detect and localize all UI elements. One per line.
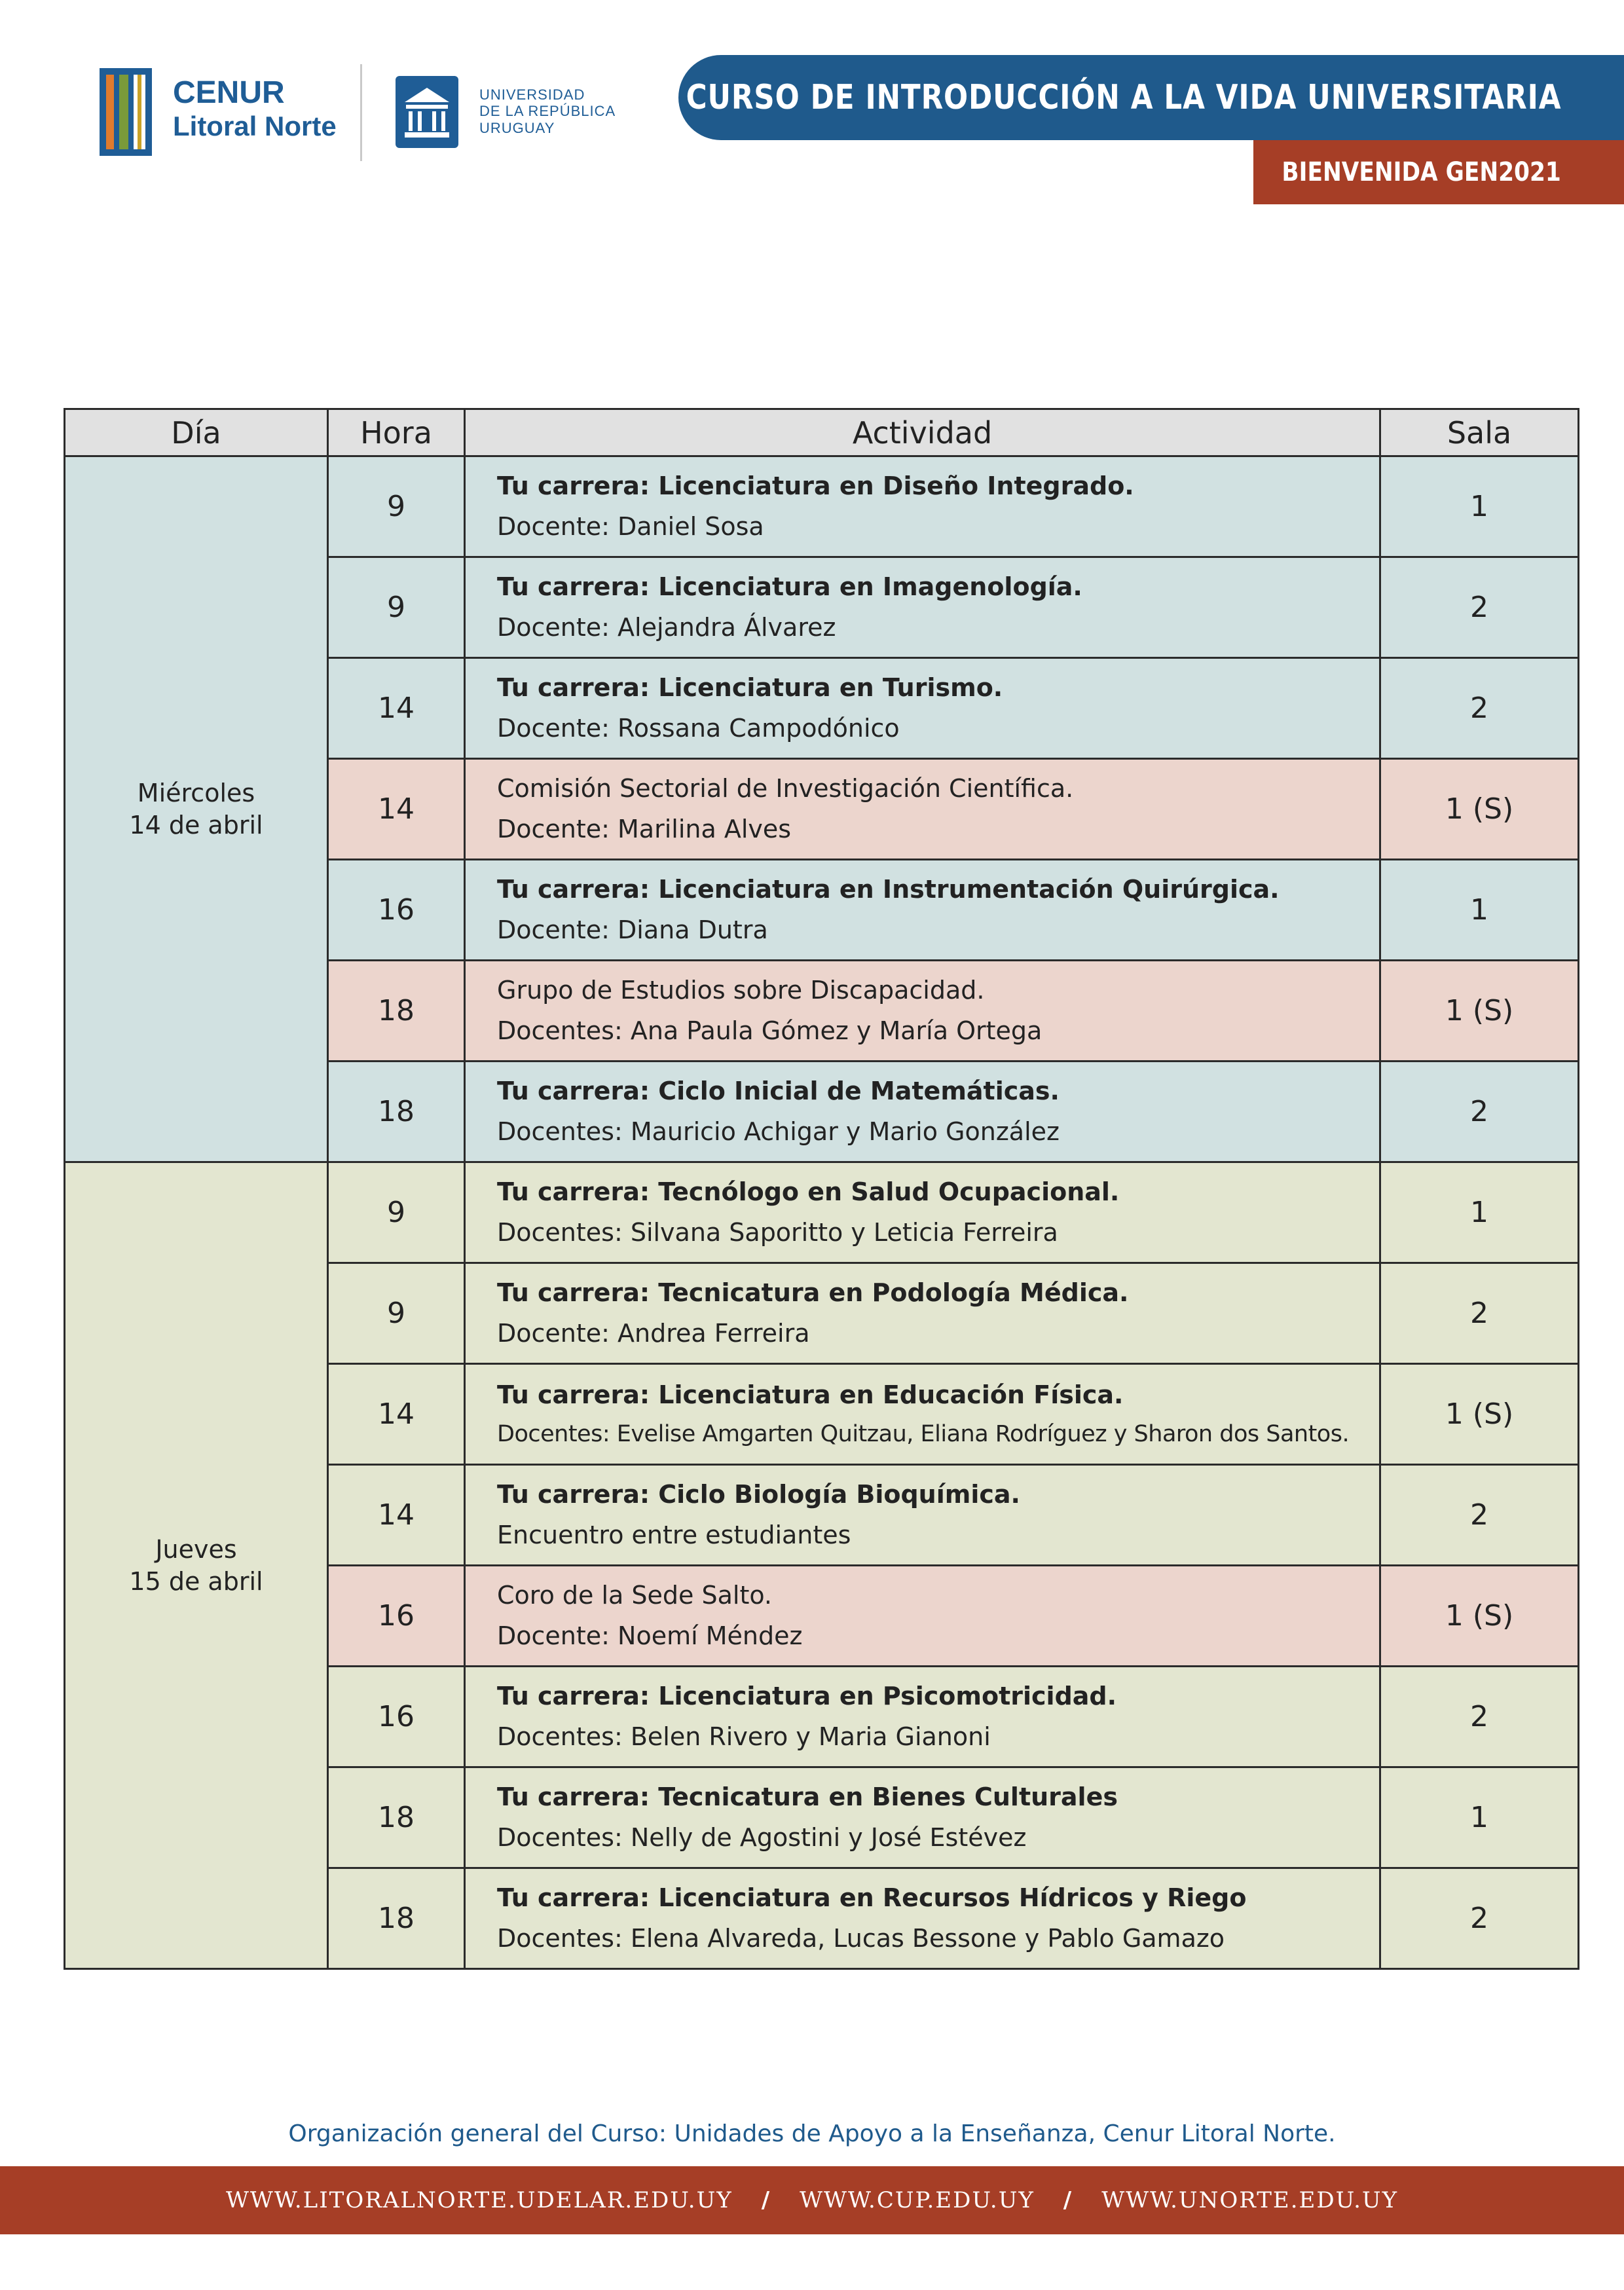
cenur-logo-icon bbox=[100, 68, 152, 156]
hora-cell: 9 bbox=[328, 1162, 465, 1263]
hora-cell: 14 bbox=[328, 658, 465, 759]
activity-docente: Docente: Diana Dutra bbox=[497, 915, 768, 944]
footer-link-litoralnorte[interactable]: WWW.LITORALNORTE.UDELAR.EDU.UY bbox=[225, 2187, 733, 2213]
hora-cell: 18 bbox=[328, 1868, 465, 1969]
activity-cell bbox=[465, 1868, 1380, 1969]
activity-title: Tu carrera: Ciclo Biología Bioquímica. bbox=[497, 1479, 1020, 1509]
udelar-wordmark bbox=[479, 86, 616, 136]
activity-title: Tu carrera: Licenciatura en Psicomotricidad. bbox=[497, 1681, 1117, 1710]
hora-cell: 9 bbox=[328, 1263, 465, 1364]
organization-note: Organización general del Curso: Unidades de Apoyo a la Enseñanza, Cenur Litoral Norte. bbox=[288, 2120, 1336, 2147]
cenur-title: CENUR bbox=[173, 75, 285, 110]
activity-docente: Docentes: Elena Alvareda, Lucas Bessone y Pablo Gamazo bbox=[497, 1923, 1225, 1953]
activity-title: Comisión Sectorial de Investigación Científica. bbox=[497, 773, 1074, 803]
activity-cell bbox=[465, 658, 1380, 759]
activity-docente: Encuentro entre estudiantes bbox=[497, 1520, 851, 1549]
footer-separator: / bbox=[761, 2187, 771, 2213]
activity-title: Tu carrera: Tecnicatura en Bienes Culturales bbox=[497, 1782, 1118, 1811]
footer-link-unorte[interactable]: WWW.UNORTE.EDU.UY bbox=[1101, 2187, 1399, 2213]
sala-cell: 1 bbox=[1380, 456, 1579, 557]
udelar-line-3: URUGUAY bbox=[479, 119, 555, 136]
footer-separator: / bbox=[1063, 2187, 1073, 2213]
activity-title: Tu carrera: Tecnólogo en Salud Ocupacional. bbox=[497, 1177, 1120, 1206]
sala-cell: 1 bbox=[1380, 1162, 1579, 1263]
activity-docente: Docente: Alejandra Álvarez bbox=[497, 612, 836, 642]
day-cell-jueves bbox=[65, 1162, 328, 1969]
column-header-sala: Sala bbox=[1380, 409, 1579, 456]
activity-docente: Docentes: Nelly de Agostini y José Estévez bbox=[497, 1822, 1027, 1852]
hora-cell: 14 bbox=[328, 1364, 465, 1465]
activity-docente: Docentes: Belen Rivero y Maria Gianoni bbox=[497, 1722, 991, 1751]
activity-cell bbox=[465, 1667, 1380, 1767]
cenur-subtitle: Litoral Norte bbox=[173, 111, 337, 141]
activity-title: Tu carrera: Ciclo Inicial de Matemáticas. bbox=[497, 1076, 1060, 1105]
sala-cell: 1 (S) bbox=[1380, 759, 1579, 860]
activity-title: Grupo de Estudios sobre Discapacidad. bbox=[497, 975, 985, 1005]
activity-title: Tu carrera: Tecnicatura en Podología Médica. bbox=[497, 1278, 1129, 1307]
footer-link-cup[interactable]: WWW.CUP.EDU.UY bbox=[800, 2187, 1035, 2213]
day-name: Jueves bbox=[155, 1534, 237, 1564]
sala-cell: 2 bbox=[1380, 1062, 1579, 1162]
sala-cell: 1 (S) bbox=[1380, 961, 1579, 1062]
sala-cell: 2 bbox=[1380, 1465, 1579, 1566]
table-row bbox=[65, 456, 1579, 557]
activity-title: Tu carrera: Licenciatura en Diseño Integrado. bbox=[497, 471, 1134, 500]
sala-cell: 2 bbox=[1380, 1263, 1579, 1364]
sala-cell: 1 (S) bbox=[1380, 1364, 1579, 1465]
udelar-crest-icon bbox=[396, 76, 458, 148]
table-row bbox=[65, 1162, 1579, 1263]
activity-cell bbox=[465, 1062, 1380, 1162]
activity-cell bbox=[465, 456, 1380, 557]
footer-bar bbox=[0, 2166, 1624, 2234]
hora-cell: 18 bbox=[328, 961, 465, 1062]
sala-cell: 1 (S) bbox=[1380, 1566, 1579, 1667]
activity-title: Tu carrera: Licenciatura en Imagenología. bbox=[497, 572, 1082, 601]
course-title: CURSO DE INTRODUCCIÓN A LA VIDA UNIVERSITARIA bbox=[686, 78, 1561, 117]
activity-cell bbox=[465, 860, 1380, 961]
column-header-hora: Hora bbox=[328, 409, 465, 456]
column-header-actividad: Actividad bbox=[465, 409, 1380, 456]
activity-title: Tu carrera: Licenciatura en Recursos Hídricos y Riego bbox=[497, 1883, 1247, 1912]
activity-docente: Docente: Andrea Ferreira bbox=[497, 1318, 810, 1348]
activity-cell bbox=[465, 961, 1380, 1062]
activity-docente: Docente: Daniel Sosa bbox=[497, 511, 764, 541]
sala-cell: 2 bbox=[1380, 557, 1579, 658]
sala-cell: 2 bbox=[1380, 1868, 1579, 1969]
sala-cell: 1 bbox=[1380, 1767, 1579, 1868]
schedule-table bbox=[64, 408, 1579, 1970]
activity-cell bbox=[465, 1162, 1380, 1263]
activity-title: Tu carrera: Licenciatura en Turismo. bbox=[497, 673, 1003, 702]
day-date: 14 de abril bbox=[129, 810, 263, 840]
activity-cell bbox=[465, 759, 1380, 860]
hora-cell: 18 bbox=[328, 1767, 465, 1868]
hora-cell: 9 bbox=[328, 456, 465, 557]
welcome-banner bbox=[1253, 140, 1624, 204]
hora-cell: 14 bbox=[328, 1465, 465, 1566]
day-cell-miercoles bbox=[65, 456, 328, 1162]
welcome-title: BIENVENIDA GEN2021 bbox=[1282, 157, 1561, 187]
hora-cell: 16 bbox=[328, 1566, 465, 1667]
hora-cell: 9 bbox=[328, 557, 465, 658]
activity-docente: Docentes: Mauricio Achigar y Mario González bbox=[497, 1117, 1060, 1146]
sala-cell: 2 bbox=[1380, 658, 1579, 759]
activity-cell bbox=[465, 1767, 1380, 1868]
activity-docente: Docente: Rossana Campodónico bbox=[497, 713, 900, 743]
activity-title: Tu carrera: Licenciatura en Instrumentación Quirúrgica. bbox=[497, 874, 1280, 904]
activity-title: Tu carrera: Licenciatura en Educación Física. bbox=[497, 1380, 1124, 1410]
hora-cell: 16 bbox=[328, 860, 465, 961]
day-date: 15 de abril bbox=[129, 1566, 263, 1596]
activity-cell bbox=[465, 1465, 1380, 1566]
activity-docente: Docentes: Evelise Amgarten Quitzau, Eliana Rodríguez y Sharon dos Santos. bbox=[497, 1420, 1350, 1447]
activity-cell bbox=[465, 1566, 1380, 1667]
activity-docente: Docentes: Ana Paula Gómez y María Ortega bbox=[497, 1016, 1043, 1045]
activity-docente: Docente: Noemí Méndez bbox=[497, 1621, 803, 1650]
table-header-row bbox=[65, 409, 1579, 456]
activity-cell bbox=[465, 1364, 1380, 1465]
hora-cell: 18 bbox=[328, 1062, 465, 1162]
udelar-line-2: DE LA REPÚBLICA bbox=[479, 103, 616, 120]
activity-cell bbox=[465, 557, 1380, 658]
udelar-line-1: UNIVERSIDAD bbox=[479, 86, 585, 103]
day-name: Miércoles bbox=[137, 778, 255, 807]
column-header-dia: Día bbox=[65, 409, 328, 456]
header-divider bbox=[360, 64, 362, 161]
course-banner bbox=[678, 55, 1624, 140]
hora-cell: 14 bbox=[328, 759, 465, 860]
sala-cell: 2 bbox=[1380, 1667, 1579, 1767]
activity-docente: Docente: Marilina Alves bbox=[497, 814, 792, 843]
activity-docente: Docentes: Silvana Saporitto y Leticia Ferreira bbox=[497, 1217, 1058, 1247]
activity-cell bbox=[465, 1263, 1380, 1364]
activity-title: Coro de la Sede Salto. bbox=[497, 1580, 773, 1610]
cenur-wordmark bbox=[173, 77, 337, 140]
hora-cell: 16 bbox=[328, 1667, 465, 1767]
sala-cell: 1 bbox=[1380, 860, 1579, 961]
